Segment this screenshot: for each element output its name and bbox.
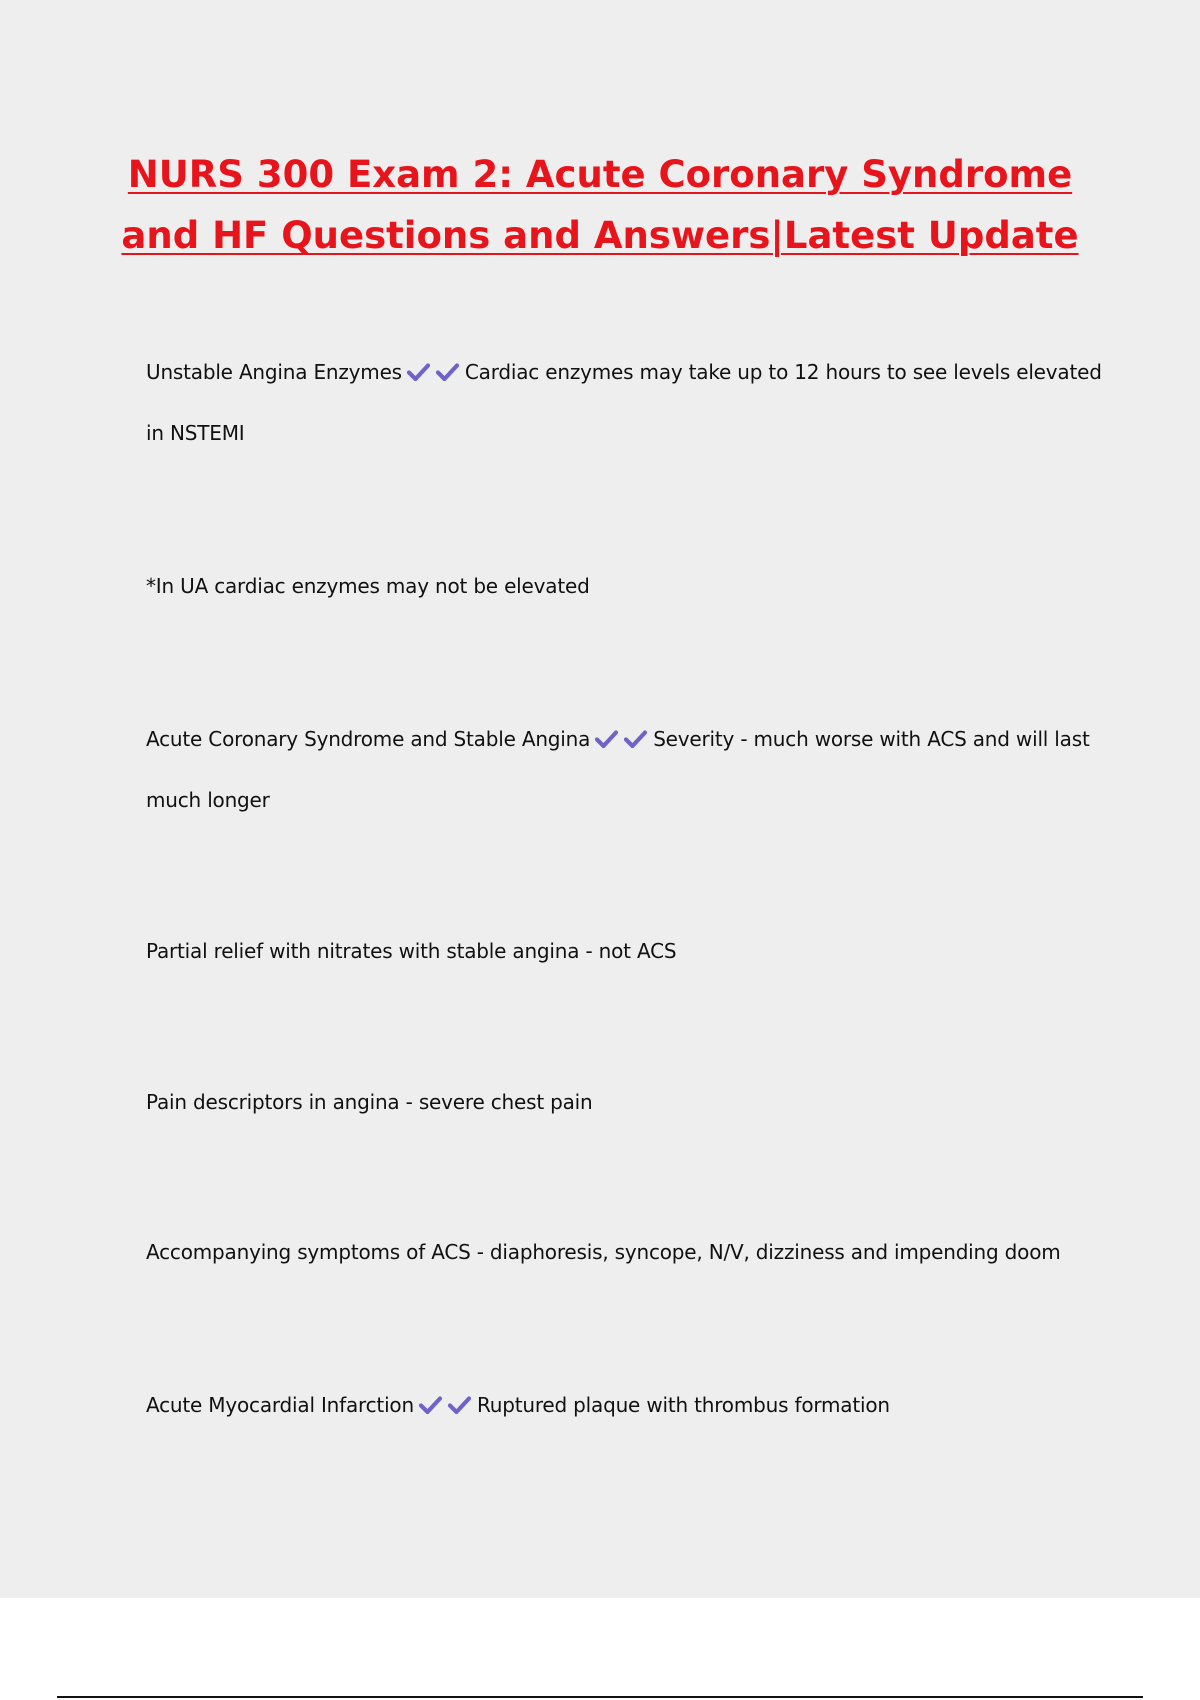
question-text: Acute Coronary Syndrome and Stable Angina bbox=[146, 727, 591, 751]
qa-item bbox=[146, 1375, 1106, 1436]
check-icon bbox=[418, 1395, 443, 1415]
statement-text: Pain descriptors in angina - severe chest pain bbox=[146, 1090, 593, 1114]
answer-text: Ruptured plaque with thrombus formation bbox=[476, 1393, 890, 1417]
question-text: Unstable Angina Enzymes bbox=[146, 360, 402, 384]
answer-text: Severity - much worse with ACS and will last much longer bbox=[146, 727, 1090, 812]
check-icon bbox=[406, 362, 431, 382]
answer-text: Cardiac enzymes may take up to 12 hours to see levels elevated in NSTEMI bbox=[146, 360, 1102, 445]
qa-item bbox=[146, 709, 1106, 831]
statement-text: Partial relief with nitrates with stable angina - not ACS bbox=[146, 939, 677, 963]
check-icon bbox=[435, 362, 460, 382]
document-title bbox=[100, 144, 1100, 266]
question-text: Acute Myocardial Infarction bbox=[146, 1393, 414, 1417]
statement-text: Accompanying symptoms of ACS - diaphoresis, syncope, N/V, dizziness and impending doom bbox=[146, 1240, 1061, 1264]
check-icon bbox=[594, 729, 619, 749]
note-text: *In UA cardiac enzymes may not be elevated bbox=[146, 574, 590, 598]
title-line-1: NURS 300 Exam 2: Acute Coronary Syndrome bbox=[127, 153, 1073, 196]
qa-item bbox=[146, 342, 1106, 464]
footer-divider bbox=[57, 1696, 1143, 1698]
title-line-2: and HF Questions and Answers|Latest Update bbox=[121, 214, 1079, 257]
check-icon bbox=[623, 729, 648, 749]
check-icon bbox=[447, 1395, 472, 1415]
